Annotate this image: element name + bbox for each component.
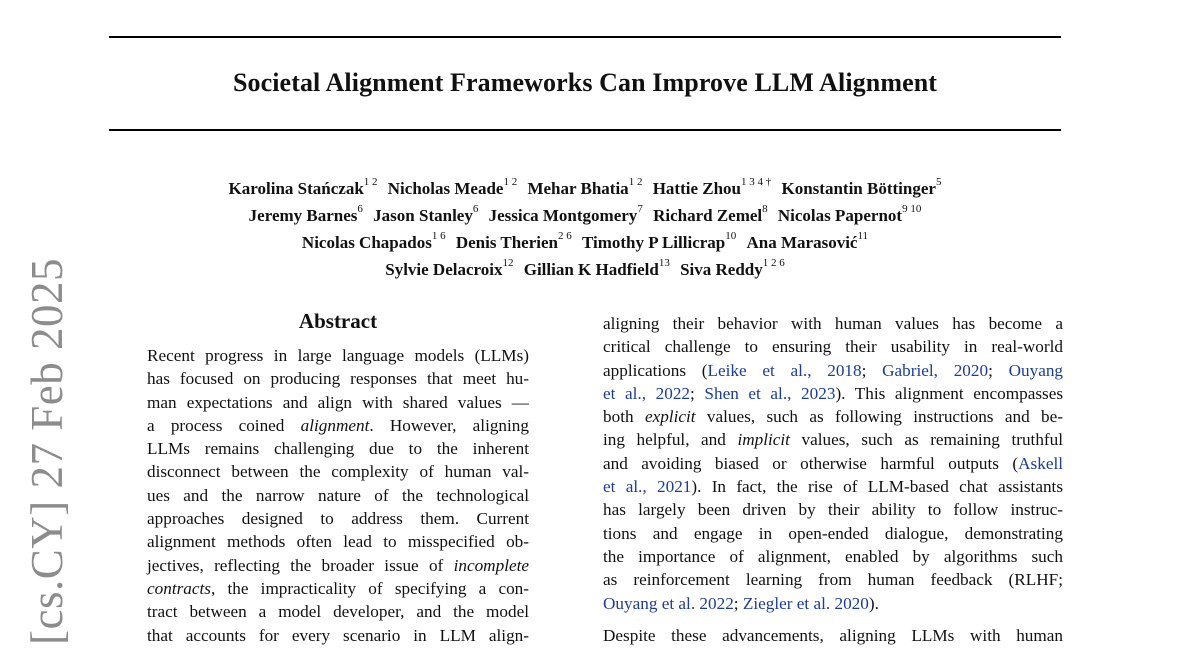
abstract-line: man expectations and align with shared values — [147, 392, 529, 412]
author: Hattie Zhou$^{1 3 4 \dagger}$ [652, 176, 772, 198]
author: Nicolas Papernot$^{9 10}$ [777, 203, 922, 225]
intro-line: Despite these advancements, aligning LLMs with human [603, 625, 1063, 645]
intro-line: applications (Leike et al., 2018; Gabriel, 2020; Ouyang [603, 360, 1064, 380]
abstract-line: approaches designed to address them. Current [147, 509, 529, 529]
abstract-heading: Abstract [298, 309, 378, 333]
author: Jason Stanley$^6$ [373, 203, 479, 225]
citation-link[interactable]: Shen et al., 2023 [704, 383, 836, 403]
citation-link[interactable]: Gabriel, 2020 [882, 360, 989, 380]
author: Denis Therien$^{2 6}$ [455, 230, 572, 252]
abstract-body [147, 344, 529, 647]
intro-line: critical challenge to ensuring their usability in real-world [603, 337, 1063, 357]
author-block [109, 173, 1061, 282]
author-line [109, 227, 1061, 254]
author: Timothy P Lillicrap$^{10}$ [581, 230, 737, 252]
author: Mehar Bhatia$^{1 2}$ [527, 176, 643, 198]
arxiv-stamp: [cs.CY] 27 Feb 2025 [22, 258, 72, 645]
citation-link[interactable]: Ouyang [1008, 360, 1064, 380]
intro-line: and avoiding biased or otherwise harmful outputs (Askell [603, 453, 1063, 473]
intro-line: aligning their behavior with human values has become a [603, 314, 1063, 333]
author: Konstantin Böttinger$^5$ [781, 176, 942, 198]
author: Jessica Montgomery$^7$ [488, 203, 643, 225]
citation-link[interactable]: Askell [1018, 453, 1063, 473]
author: Karolina Stańczak$^{1 2}$ [228, 176, 378, 198]
author-line [109, 200, 1061, 227]
intro-line: et al., 2021). In fact, the rise of LLM-based chat assistants [603, 477, 1064, 497]
paper-title: Societal Alignment Frameworks Can Improve LLM Alignment [232, 68, 938, 97]
author: Siva Reddy$^{1 2 6}$ [680, 257, 785, 280]
intro-line: et al., 2022; Shen et al., 2023). This alignment encompasses [603, 383, 1064, 403]
abstract-line: a process coined alignment. However, aligning [147, 415, 529, 435]
abstract-line: alignment methods often lead to misspecified ob- [147, 532, 529, 552]
abstract-line: tract between a model developer, and the model [147, 602, 529, 622]
abstract-line: contracts, the impracticality of specifying a con- [147, 578, 529, 598]
abstract-line: LLMs remains challenging due to the inherent [147, 439, 529, 459]
abstract-line: disconnect between the complexity of human val- [147, 462, 529, 482]
intro-body [603, 312, 1063, 647]
citation-link[interactable]: Ouyang et al. 2022 [603, 593, 734, 613]
citation-link[interactable]: Ziegler et al. 2020 [742, 593, 869, 613]
abstract-line: ues and the narrow nature of the technological [147, 485, 529, 505]
author: Ana Marasović$^{11}$ [746, 230, 869, 252]
author: Jeremy Barnes$^6$ [248, 203, 363, 225]
title-top-rule [109, 36, 1061, 38]
abstract-line: jectives, reflecting the broader issue of incomplete [147, 555, 529, 575]
intro-line: has largely been driven by their ability to follow instruc- [603, 500, 1063, 520]
paragraph-gap [603, 615, 1063, 624]
author: Gillian K Hadfield$^{13}$ [523, 257, 670, 280]
intro-line: Ouyang et al. 2022; Ziegler et al. 2020). [603, 593, 879, 613]
citation-link[interactable]: et al., 2022 [603, 383, 691, 403]
intro-line: ing helpful, and implicit values, such as remaining truthful [603, 430, 1063, 450]
author: Nicolas Chapados$^{1 6}$ [301, 230, 446, 252]
intro-line: tions and engage in open-ended dialogue, demonstrating [603, 523, 1063, 543]
intro-line: as reinforcement learning from human feedback (RLHF; [603, 570, 1063, 590]
author: Nicholas Meade$^{1 2}$ [387, 176, 518, 198]
title-bottom-rule [109, 129, 1061, 131]
abstract-line: has focused on producing responses that meet hu- [147, 369, 529, 389]
author: Richard Zemel$^8$ [653, 203, 768, 225]
author: Sylvie Delacroix$^{12}$ [385, 257, 514, 280]
intro-line: the importance of alignment, enabled by algorithms such [603, 546, 1063, 566]
intro-line: both explicit values, such as following instructions and be- [603, 407, 1063, 427]
abstract-line: that accounts for every scenario in LLM align- [147, 625, 529, 645]
author-line [109, 254, 1061, 281]
citation-link[interactable]: Leike et al., 2018 [707, 360, 862, 380]
abstract-line: Recent progress in large language models (LLMs) [147, 346, 529, 365]
author-line [109, 173, 1061, 200]
citation-link[interactable]: et al., 2021 [603, 477, 692, 497]
